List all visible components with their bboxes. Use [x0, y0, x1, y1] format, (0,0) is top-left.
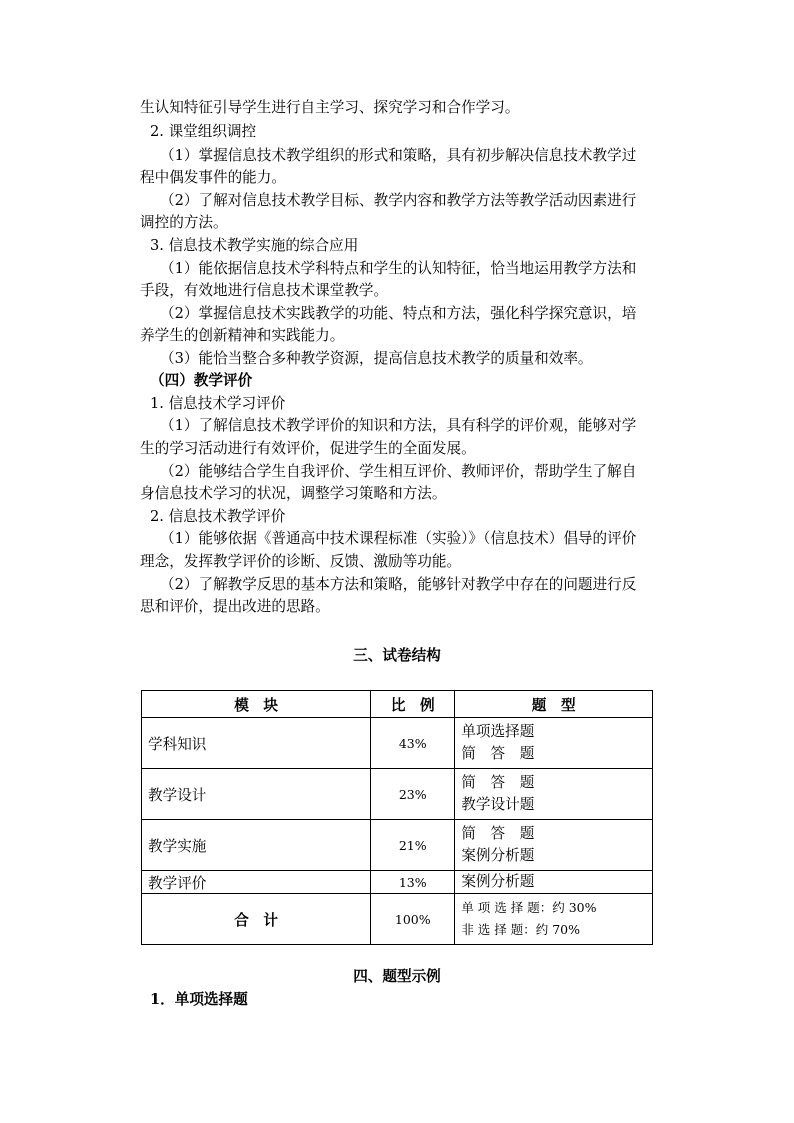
question-type: 案例分析题: [461, 847, 535, 864]
cell-ratio: 23%: [371, 769, 455, 820]
cell-total-types: [455, 894, 653, 945]
question-type: 案例分析题: [461, 873, 535, 890]
subsection-heading: 1. 信息技术学习评价: [150, 395, 286, 412]
cell-ratio: 21%: [371, 820, 455, 871]
cell-types: [455, 871, 653, 894]
cell-types: [455, 769, 653, 820]
table-header-row: [142, 691, 653, 718]
body-line: 养学生的创新精神和实践能力。: [140, 327, 345, 344]
body-line: （1）了解信息技术教学评价的知识和方法，具有科学的评价观，能够对学: [160, 417, 637, 434]
body-line: （2）了解对信息技术教学目标、教学内容和教学方法等教学活动因素进行: [160, 192, 637, 209]
subsection-heading-single-choice: 1．单项选择题: [150, 991, 248, 1008]
body-line: （2）了解教学反思的基本方法和策略，能够针对教学中存在的问题进行反: [160, 576, 637, 593]
question-type: 教学设计题: [461, 796, 535, 813]
cell-module: 学科知识: [142, 718, 371, 769]
cell-module: 教学设计: [142, 769, 371, 820]
body-line: 程中偶发事件的能力。: [140, 169, 286, 186]
header-module: 模 块: [142, 691, 371, 718]
cell-module: 教学实施: [142, 820, 371, 871]
cell-ratio: 43%: [371, 718, 455, 769]
table-row: [142, 871, 653, 894]
body-line: 思和评价，提出改进的思路。: [140, 598, 330, 615]
header-ratio: 比 例: [371, 691, 455, 718]
section-title-exam-structure: 三、试卷结构: [353, 647, 441, 664]
body-line: （1）能依据信息技术学科特点和学生的认知特征，恰当地运用教学方法和: [160, 260, 637, 277]
subsection-heading: 2. 课堂组织调控: [150, 123, 257, 140]
cell-ratio: 13%: [371, 871, 455, 894]
question-type: 简 答 题: [461, 825, 535, 842]
body-line: 手段，有效地进行信息技术课堂教学。: [140, 282, 389, 299]
body-line: （1）掌握信息技术教学组织的形式和策略，具有初步解决信息技术教学过: [160, 147, 637, 164]
body-line: （2）掌握信息技术实践教学的功能、特点和方法，强化科学探究意识，培: [160, 305, 637, 322]
table-row: [142, 820, 653, 871]
cell-types: [455, 718, 653, 769]
header-type: 题 型: [455, 691, 653, 718]
table-row: [142, 769, 653, 820]
section-heading-evaluation: （四）教学评价: [150, 372, 253, 389]
cell-total-ratio: 100%: [371, 894, 455, 945]
table-total-row: [142, 894, 653, 945]
table-row: [142, 718, 653, 769]
body-line: 理念，发挥教学评价的诊断、反馈、激励等功能。: [140, 553, 462, 570]
exam-structure-table: [141, 690, 653, 945]
cell-types: [455, 820, 653, 871]
question-type: 非 选 择 题：约 70%: [461, 922, 581, 937]
body-line: 调控的方法。: [140, 214, 228, 231]
cell-total-label: 合 计: [142, 894, 371, 945]
body-line: 生认知特征引导学生进行自主学习、探究学习和合作学习。: [140, 99, 520, 116]
section-title-question-examples: 四、题型示例: [353, 968, 441, 985]
question-type: 简 答 题: [461, 774, 535, 791]
question-type: 单项选择题: [461, 723, 535, 740]
question-type: 单 项 选 择 题：约 30%: [461, 900, 597, 915]
question-type: 简 答 题: [461, 745, 535, 762]
body-line: 生的学习活动进行有效评价，促进学生的全面发展。: [140, 440, 476, 457]
subsection-heading: 2. 信息技术教学评价: [150, 508, 286, 525]
body-line: （2）能够结合学生自我评价、学生相互评价、教师评价，帮助学生了解自: [160, 463, 637, 480]
body-line: （3）能恰当整合多种教学资源，提高信息技术教学的质量和效率。: [160, 350, 593, 367]
subsection-heading: 3. 信息技术教学实施的综合应用: [150, 237, 359, 254]
body-line: 身信息技术学习的状况，调整学习策略和方法。: [140, 485, 447, 502]
body-line: （1）能够依据《普通高中技术课程标准（实验）》（信息技术）倡导的评价: [160, 530, 637, 547]
cell-module: 教学评价: [142, 871, 371, 894]
